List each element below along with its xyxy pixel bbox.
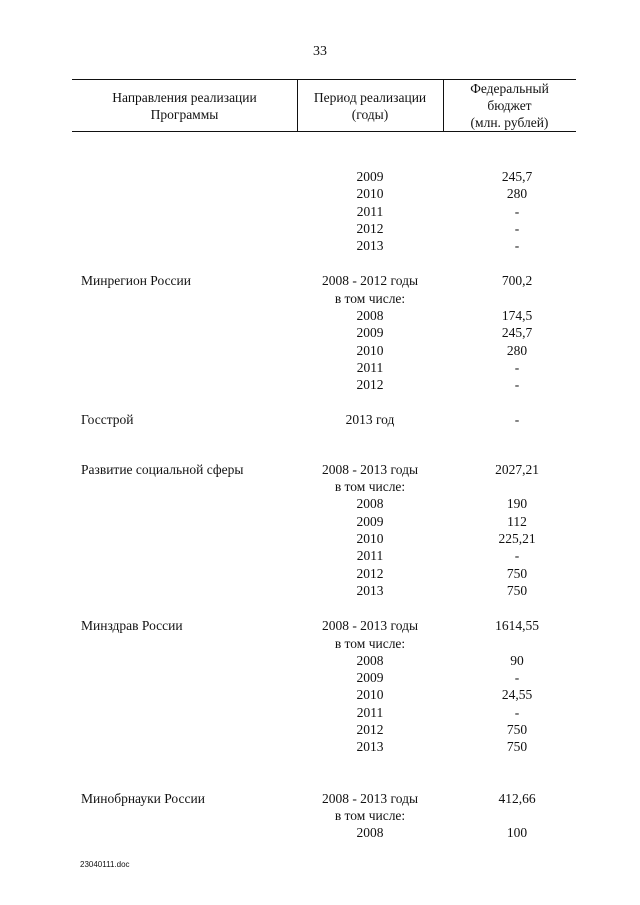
table-row <box>72 237 576 254</box>
period-cell: 2009 <box>356 670 384 686</box>
table-row <box>72 824 576 841</box>
table-row <box>72 290 576 307</box>
header-period-line: (годы) <box>351 106 389 122</box>
header-budget-line: Федеральный <box>470 81 549 96</box>
budget-cell: - <box>514 704 520 720</box>
table-row <box>72 513 576 530</box>
period-cell: 2010 <box>356 342 384 358</box>
budget-cell: 225,21 <box>498 531 536 547</box>
header-direction <box>72 79 297 132</box>
table-row <box>72 478 576 495</box>
period-cell: 2008 - 2013 годы <box>321 461 419 477</box>
budget-cell: 750 <box>506 582 528 598</box>
header-budget-line: (млн. рублей) <box>470 115 549 130</box>
table-body <box>72 150 576 842</box>
budget-cell: - <box>514 359 520 375</box>
period-cell: 2010 <box>356 687 384 703</box>
period-cell: 2008 <box>356 496 384 512</box>
budget-cell: 174,5 <box>501 308 533 324</box>
budget-cell: 100 <box>506 825 528 841</box>
header-direction-line: Программы <box>150 106 219 122</box>
budget-cell: - <box>514 670 520 686</box>
budget-cell: 412,66 <box>498 790 536 806</box>
header-period <box>297 79 443 132</box>
table-row <box>72 704 576 721</box>
direction-cell: Минрегион России <box>81 273 191 289</box>
period-cell: в том числе: <box>334 290 406 306</box>
budget-cell: 280 <box>506 342 528 358</box>
budget-cell: - <box>514 377 520 393</box>
period-cell: 2009 <box>356 169 384 184</box>
period-cell: в том числе: <box>334 479 406 495</box>
direction-cell: Госстрой <box>81 411 134 427</box>
file-name-footer: 23040111.doc <box>80 860 130 869</box>
budget-cell: 245,7 <box>501 325 533 341</box>
table-row <box>72 669 576 686</box>
period-cell: 2012 <box>356 220 384 236</box>
period-cell: 2010 <box>356 531 384 547</box>
period-cell: 2008 - 2013 годы <box>321 790 419 806</box>
direction-cell: Развитие социальной сферы <box>81 461 244 477</box>
table-row <box>72 686 576 703</box>
budget-cell: 90 <box>510 652 524 668</box>
period-cell: 2013 год <box>345 411 395 427</box>
table-row <box>72 635 576 652</box>
period-cell: 2011 <box>356 359 384 375</box>
period-cell: 2011 <box>356 704 384 720</box>
page-number: 33 <box>313 44 327 59</box>
header-period-line: Период реализации <box>313 89 427 105</box>
header-budget-line: бюджет <box>487 98 532 113</box>
period-cell: 2011 <box>356 548 384 564</box>
period-cell: 2012 <box>356 377 384 393</box>
period-cell: 2013 <box>356 582 384 598</box>
budget-cell: 112 <box>507 513 527 529</box>
header-budget <box>443 79 576 132</box>
table-row <box>72 168 576 185</box>
table-row <box>72 324 576 341</box>
budget-cell: 750 <box>506 565 528 581</box>
period-cell: 2013 <box>356 238 384 254</box>
table-row <box>72 617 576 634</box>
table-row <box>72 652 576 669</box>
table-row <box>72 790 576 807</box>
period-cell: 2011 <box>356 203 384 219</box>
table-row <box>72 721 576 738</box>
table-row <box>72 738 576 755</box>
header-direction-line: Направления реализации <box>112 89 257 105</box>
table-row <box>72 307 576 324</box>
table-row <box>72 461 576 478</box>
program-section <box>72 168 576 254</box>
table-row <box>72 530 576 547</box>
period-cell: 2008 <box>356 825 384 841</box>
program-section <box>72 411 576 428</box>
table-row <box>72 342 576 359</box>
period-cell: в том числе: <box>334 635 406 651</box>
program-section <box>72 617 576 755</box>
budget-cell: - <box>514 548 520 564</box>
table-row <box>72 376 576 393</box>
period-cell: 2013 <box>356 739 384 755</box>
budget-cell: 245,7 <box>501 169 533 184</box>
program-section <box>72 272 576 393</box>
budget-cell: 190 <box>506 496 528 512</box>
table-row <box>72 220 576 237</box>
budget-cell: - <box>514 238 520 254</box>
table-row <box>72 411 576 428</box>
budget-cell: 24,55 <box>501 687 533 703</box>
budget-cell: 750 <box>506 739 528 755</box>
direction-cell: Минздрав России <box>81 618 183 634</box>
period-cell: 2012 <box>356 565 384 581</box>
budget-cell: - <box>514 220 520 236</box>
table-row <box>72 359 576 376</box>
table-row <box>72 272 576 289</box>
direction-cell: Минобрнауки России <box>81 790 205 806</box>
budget-cell: 1614,55 <box>495 618 539 634</box>
period-cell: 2010 <box>356 186 384 202</box>
budget-cell: 280 <box>506 186 528 202</box>
budget-cell: 700,2 <box>501 273 533 289</box>
period-cell: в том числе: <box>334 807 406 823</box>
table-row <box>72 547 576 564</box>
table-row <box>72 565 576 582</box>
period-cell: 2008 <box>356 652 384 668</box>
budget-cell: 2027,21 <box>495 461 539 477</box>
table-row <box>72 185 576 202</box>
budget-cell: - <box>514 203 520 219</box>
period-cell: 2008 - 2012 годы <box>321 273 419 289</box>
table-row <box>72 582 576 599</box>
table-row <box>72 807 576 824</box>
period-cell: 2012 <box>356 722 384 738</box>
period-cell: 2008 <box>356 308 384 324</box>
period-cell: 2009 <box>356 513 384 529</box>
budget-cell: 750 <box>506 722 528 738</box>
period-cell: 2008 - 2013 годы <box>321 618 419 634</box>
program-section <box>72 790 576 842</box>
period-cell: 2009 <box>356 325 384 341</box>
budget-cell: - <box>514 411 520 427</box>
table-row <box>72 203 576 220</box>
table-row <box>72 495 576 512</box>
program-section <box>72 461 576 599</box>
